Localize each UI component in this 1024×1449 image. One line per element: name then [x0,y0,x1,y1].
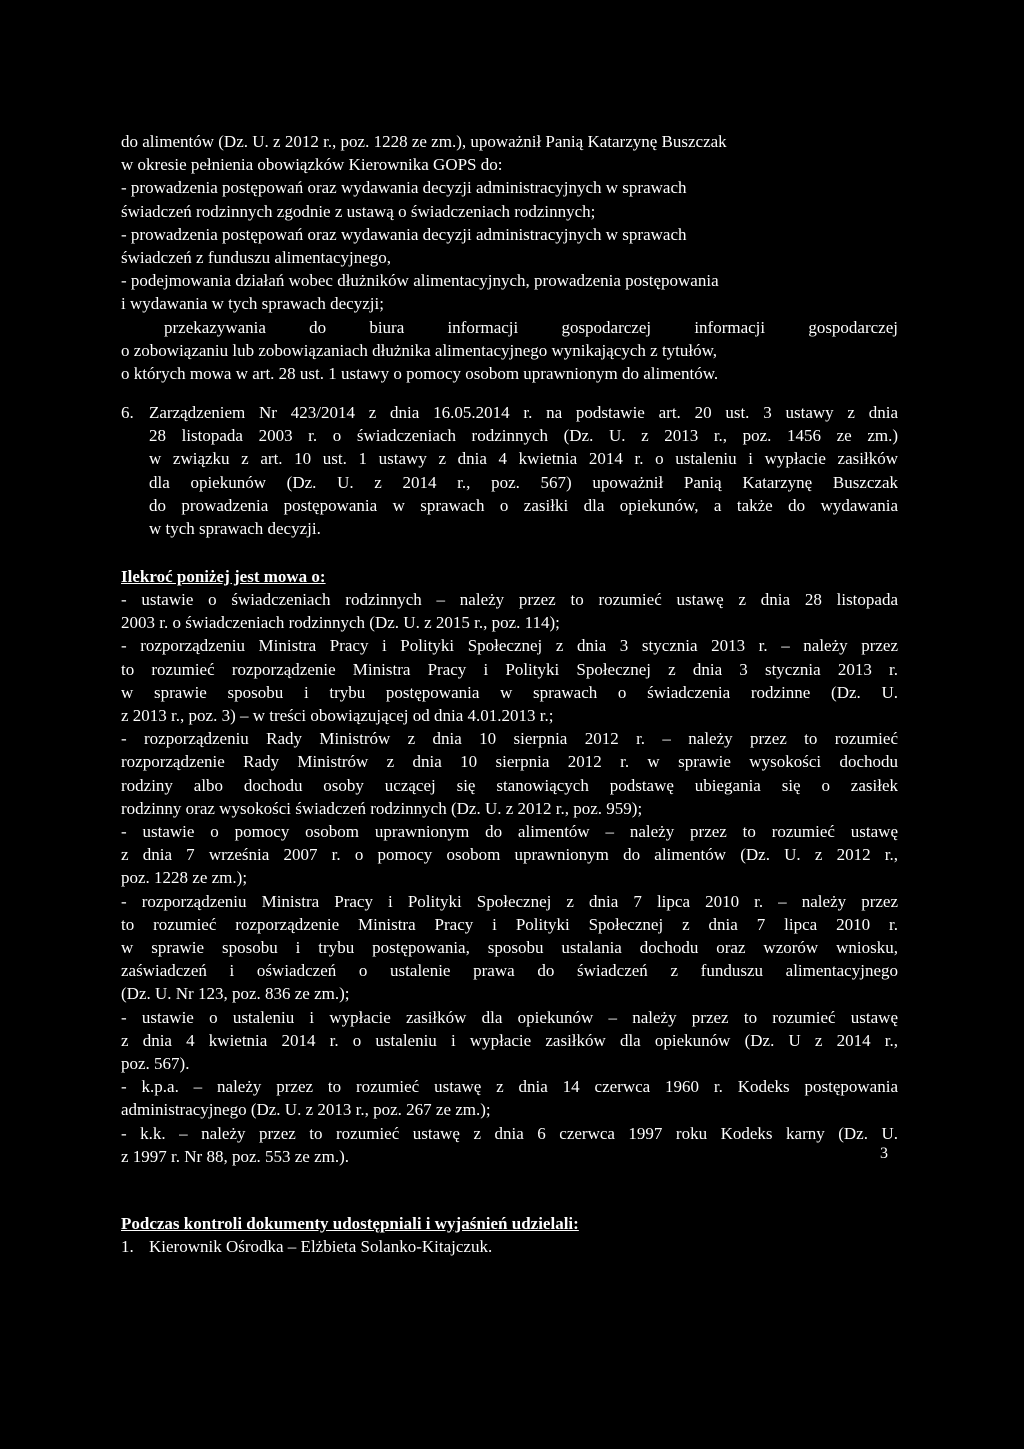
text-line: w tych sprawach decyzji. [149,519,321,539]
item-number: 1. [121,1237,134,1256]
text-line: - k.p.a. – należy przez to rozumieć ustawę z dnia 14 czerwca 1960 r. Kodeks postępowania [121,1077,898,1097]
text-line: w sprawie sposobu i trybu postępowania w sprawach o świadczenia rodzinne (Dz. U. [121,682,898,702]
text-line: w okresie pełnienia obowiązków Kierownika GOPS do: [121,155,503,175]
text-line: - prowadzenia postępowań oraz wydawania decyzji administracyjnych w sprawach [121,178,687,198]
text-line: rozporządzenie Rady Ministrów z dnia 10 sierpnia 2012 r. w sprawie wysokości dochodu [121,752,898,772]
indented-first-line: przekazywania do biura informacji gospodarczej informacji gospodarczej [164,318,898,337]
text-line: rodzinny oraz wysokości świadczeń rodzinnych (Dz. U. z 2012 r., poz. 959); [121,798,643,818]
text-line: zaświadczeń i oświadczeń o ustalenie prawa do świadczeń z funduszu alimentacyjnego [121,961,898,981]
text-line: i wydawania w tych sprawach decyzji; [121,294,384,314]
text-line: poz. 1228 ze zm.); [121,868,248,888]
text-line: - ustawie o pomocy osobom uprawnionym do alimentów – należy przez to rozumieć ustawę [121,822,898,842]
text-line: - podejmowania działań wobec dłużników alimentacyjnych, prowadzenia postępowania [121,271,719,291]
definitions-list [121,588,898,1168]
documents-heading: Podczas kontroli dokumenty udostępniali i wyjaśnień udzielali: [121,1214,579,1233]
text-line: z dnia 4 kwietnia 2014 r. o ustaleniu i wypłacie zasiłków dla opiekunów (Dz. U z 2014 r., [121,1030,898,1050]
text-line: Zarządzeniem Nr 423/2014 z dnia 16.05.2014 r. na podstawie art. 20 ust. 3 ustawy z dnia [149,403,898,422]
page-number: 3 [880,1145,888,1162]
text-line: o których mowa w art. 28 ust. 1 ustawy o pomocy osobom uprawnionym do alimentów. [121,364,719,384]
text-line: administracyjnego (Dz. U. z 2013 r., poz. 267 ze zm.); [121,1100,491,1120]
text-line: o zobowiązaniu lub zobowiązaniach dłużnika alimentacyjnego wynikających z tytułów, [121,341,718,361]
top-block [121,130,898,316]
text-line: poz. 567). [121,1054,190,1074]
text-line: dla opiekunów (Dz. U. z 2014 r., poz. 567) upoważnił Panią Katarzynę Buszczak [149,472,898,492]
text-line: z 1997 r. Nr 88, poz. 553 ze zm.). [121,1146,350,1166]
text-line: świadczeń z funduszu alimentacyjnego, [121,248,392,268]
text-line: (Dz. U. Nr 123, poz. 836 ze zm.); [121,984,350,1004]
text-line: w sprawie sposobu i trybu postępowania, sposobu ustalania dochodu oraz wzorów wniosku, [121,938,898,958]
item-number: 6. [121,403,134,422]
text-line: z 2013 r., poz. 3) – w treści obowiązującej od dnia 4.01.2013 r.; [121,706,554,726]
text-line: - rozporządzeniu Ministra Pracy i Polityki Społecznej z dnia 7 lipca 2010 r. – należy przez [121,891,898,911]
text-line: do prowadzenia postępowania w sprawach o zasiłki dla opiekunów, a także do wydawania [149,495,898,515]
definitions-heading: Ilekroć poniżej jest mowa o: [121,567,326,586]
text-line: świadczeń rodzinnych zgodnie z ustawą o świadczeniach rodzinnych; [121,201,596,221]
text-line: - rozporządzeniu Ministra Pracy i Polityki Społecznej z dnia 3 stycznia 2013 r. – należy przez [121,636,898,656]
list-item: Kierownik Ośrodka – Elżbieta Solanko-Kitajczuk. [149,1237,493,1256]
text-line: z dnia 7 września 2007 r. o pomocy osobom uprawnionym do alimentów (Dz. U. z 2012 r., [121,845,898,865]
text-line: 28 listopada 2003 r. o świadczeniach rodzinnych (Dz. U. z 2013 r., poz. 1456 ze zm.) [149,426,898,446]
text-line: - ustawie o ustaleniu i wypłacie zasiłków dla opiekunów – należy przez to rozumieć ustawę [121,1007,898,1027]
text-line: do alimentów (Dz. U. z 2012 r., poz. 1228 ze zm.), upoważnił Panią Katarzynę Buszczak [121,132,727,151]
text-line: 2003 r. o świadczeniach rodzinnych (Dz. U. z 2015 r., poz. 114); [121,613,560,633]
text-line: to rozumieć rozporządzenie Ministra Pracy i Polityki Społecznej z dnia 3 stycznia 2013 r. [121,659,898,679]
text-line: - prowadzenia postępowań oraz wydawania decyzji administracyjnych w sprawach [121,224,687,244]
text-line: w związku z art. 10 ust. 1 ustawy z dnia 4 kwietnia 2014 r. o ustaleniu i wypłacie zasiłków [149,449,898,469]
text-line: - ustawie o świadczeniach rodzinnych – należy przez to rozumieć ustawę z dnia 28 listopada [121,590,898,609]
item-6-text [149,401,898,540]
indented-paragraph [121,316,898,386]
text-line: to rozumieć rozporządzenie Ministra Pracy i Polityki Społecznej z dnia 7 lipca 2010 r. [121,914,898,934]
text-line: - rozporządzeniu Rady Ministrów z dnia 10 sierpnia 2012 r. – należy przez to rozumieć [121,729,898,749]
text-line: rodziny albo dochodu osoby uczącej się stanowiących podstawę ubiegania się o zasiłek [121,775,898,795]
text-line: - k.k. – należy przez to rozumieć ustawę z dnia 6 czerwca 1997 roku Kodeks karny (Dz. U. [121,1123,898,1143]
